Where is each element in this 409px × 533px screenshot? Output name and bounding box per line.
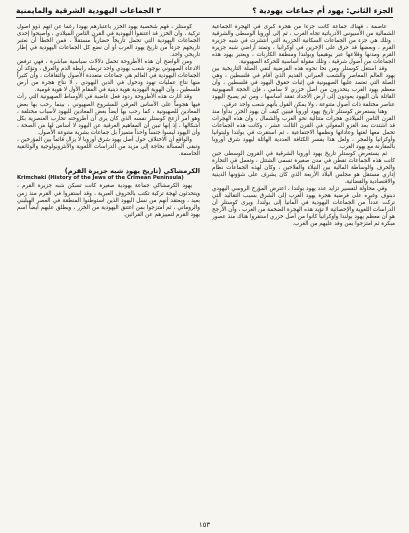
paragraph: وقد استغل كوستلر ومن نحا نحوه هذه الفرضية لنفي الصلة التاريخية بين يهود العالم المعاصر والشعب العبراني القديم الذي أقام في فلسطين ، وهي الصلة التي تعتمد عليها الصهيونية في إثبات حقوق اليهود في فلسطين ، وأن معظم يهود الغرب ينحدرون من أصل خزري لا سامي ، فإن الحجة الصهيونية القائلة بأن اليهود يعودون إلى أرض الأجداد تفقد أساسها ، ومن ثم يصبح اليهود عناصر مختلفة ذات أصول متنوعة ، ولا يمكن القول بأنهم شعب واحد عرقي.: [212, 66, 395, 108]
section-heading: الكرمشاكي (تاريخ يهود شبه جزيرة القرم): [64, 166, 200, 175]
paragraph: يهود الكرمشاكي جماعة يهودية صغيرة كانت تسكن شبه جزيرة القرم ، ويتحدثون لهجة تركية تكتب بالحروف العبرية ، وقد استقروا في القرم منذ زمن بعيد ، ويعتقد أنهم من نسل اليهود الذين استوطنوا المنطقة في العصر الهيليني والروماني ، ثم امتزجوا بمن اعتنق اليهودية من الخزر ، ويطلق عليهم أيضاً اسم يهود القرم لتمييزهم عن القرائين.: [17, 183, 200, 218]
paragraph: وهنا يستعرض كوستلر تاريخ يهود أوروبا فيبين كيف أن يهود الخزر بدأوا منذ القرن الثامن الميلادي هجرات متتالية نحو الغرب والشمال ، وأن هذه الهجرات قد اشتدت بعد الغزو المغولي في القرن الثالث عشر ، وكانت هذه الجماعات تحمل معها لغتها وعاداتها ونظمها الاجتماعية ، ثم استقرت في بولندا وليتوانيا وأوكرانيا والمجر ، ولعل هذا يفسر الكثافة العددية الهائلة ليهود شرق أوروبا بالمقارنة مع يهود الغرب.: [212, 108, 395, 150]
section-heading-english: Krimchaki (History of the Jews of the Crimean Peninsula): [17, 174, 184, 181]
paragraph: والواقع أن الاختلاف حول أصل يهود شرق أوروبا لا يزال قائماً بين المؤرخين ، وتبقى المسألة بحاجة إلى مزيد من الدراسات اللغوية والأنثروبولوجية والوثائقية الحاسمة.: [17, 136, 200, 157]
paragraph: ثم يستعرض كوستلر تاريخ يهود أوروبا الشرقية في القرون الوسطى حين كانت هذه الجماعات تقطن في مدن صغيرة تسمى الشتتل ، وتعمل في التجارة والحرف والوساطة المالية بين النبلاء والفلاحين ، وكان لهذه الجماعات نظام إداري مستقل هو مجلس البلاد الأربعة الذي كان يشرف على شؤونها الدينية والاقتصادية والقضائية.: [212, 150, 395, 186]
page-number: ١٥٣: [198, 521, 211, 529]
column-right: [212, 24, 395, 514]
text-columns: [14, 24, 395, 514]
paragraph: عاصمة ، فهناك جماعة كانت جزءاً من هجرة كبرى في الهجرة الجماعية الشمالية من الأسيوس الأدرياتية تجاه الغرب ، ثم إلى أوروبا الوسطى والشرقية . وتلك هي جزء من الجماعات السكانية الخزرية التي انتشرت في شبه جزيرة القرم ، وبعضها قد حرق على الإخرين في أوكرانيا ، وتمتد أراضي شبه جزيرة القرم ومدنها وقلاعها عبر بوهيميا وبولندا ومنطقة الكاربات ، ويعتبر يهود هذه الجماعات من أصول شرقية ، وتلك مقولة أساسية للحركة الصهيونية.: [212, 24, 395, 66]
paragraph: وقد أثارت هذه الأطروحة ردود فعل غاضبة في الأوساط الصهيونية التي رأت فيها هجوماً على الأساس العرقي للمشروع الصهيوني ، بينما رحب بها بعض المعادين للصهيونية ، كما رحب بها أيضاً بعض المعادين لليهود لأسباب مختلفة ، وهو أمر أزعج كوستلر نفسه الذي كان يرى أن أطروحته تحارب العنصرية بكل أشكالها ، إذ إنها تبين أن المفاهيم العرقية عن اليهود لا أساس لها من الصحة ، وأن اليهود ليسوا جنساً واحداً متميزاً بل جماعات بشرية متنوعة الأصول.: [17, 94, 200, 136]
paragraph: ومن الواضح أن هذه الأطروحة تحمل دلالات سياسية مباشرة ، فهي ترفض الادعاء الصهيوني بوجود شعب يهودي واحد تربطه رابطة الدم والعرق ، وتؤكد أن الجماعات اليهودية في العالم هي جماعات متعددة الأصول والثقافات ، وأن كثيراً منها نتاج عمليات تهود ودخول في الدين اليهودي ، لا نتاج هجرة من أرض فلسطين ، وأن الهوية اليهودية هوية دينية في المقام الأول لا هوية قومية.: [17, 59, 200, 94]
paragraph: وفي محاولة لتفسير تزايد عدد يهود بولندا ، اعترض المؤرخ الروسي اليهودي دبنوف وغيره على فرضية هجرة يهود الغرب إلى الشرق بسبب التقاليد التي تركت عدداً من الجماعات اليهودية في ألمانيا إلى بولندا. ويرى كوستلر أن الدراسات اللغوية والإحصائية لا تؤيد هذه الهجرة الضخمة من الغرب ، وأن الأرجح هو أن معظم يهود بولندا وأوكرانيا كانوا من أصل خزري استقروا هناك منذ عصور مبكرة ثم امتزجوا بمن وفد عليهم من الغرب.: [212, 186, 395, 228]
column-left: [17, 24, 200, 514]
paragraph: كوستلر ، فهم شخصية يهود الخزر باعتبارهم يهوداً رغماً عن أنهم ذوو أصول تركية ، وأن الخزر قد اعتنقوا اليهودية في القرن الثامن الميلادي ، وأصبحوا إحدى الجماعات اليهودية التي تحمل تاريخاً حضارياً مستقلاً ، فمن الخطأ أن نعتبر تاريخهم جزءاً من تاريخ يهود الغرب أو أن نضع كل الجماعات اليهودية في إطار تاريخي واحد.: [17, 24, 200, 59]
header-chapter-title: ٢ الجماعات اليهودية الشرقية والمايمنية: [16, 6, 162, 15]
header-part-title: الجزء الثاني: يهود أم جماعات يهودية ؟: [252, 6, 393, 15]
running-header: [16, 6, 393, 18]
